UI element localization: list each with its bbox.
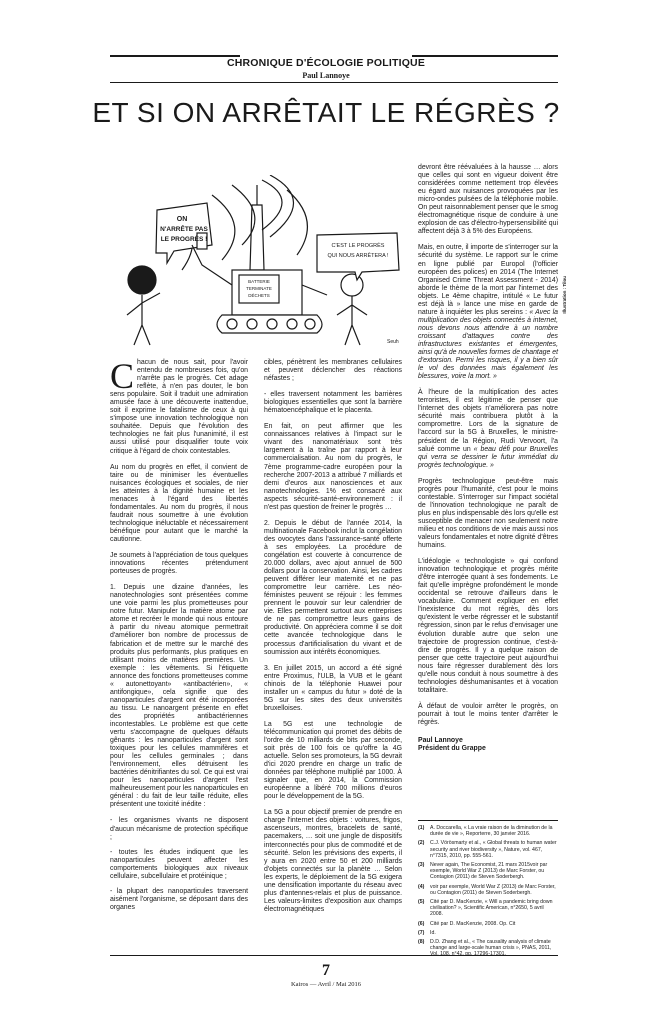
footnote	[418, 921, 558, 927]
paragraph: Je soumets à l'appréciation de tous quelques innovations récentes prétendument porteuses de progrès.	[110, 552, 248, 576]
paragraph: - elles traversent notamment les barrières biologiques essentielles que sont la barrière hématoencéphalique et le placenta.	[264, 391, 402, 415]
cartoon-illustration	[112, 175, 410, 350]
robot-tread	[217, 315, 322, 333]
paragraph: Mais, en outre, il importe de s'interroger sur la sécurité du système. Le rapport sur le crime en ligne publié par Europol (l'officier européen des polices) en 2014 (The Internet Organised Crime Threat Assessment - 2014) aborde le thème de la mort par l'internet des objets. Le 4ème chapitre, intitulé « Le futur est déjà là » lance une mise en garde de nature à inquiéter les plus sereins : « Avec la multiplication des objets connectés à internet, nous devons nous attendre à un nombre croissant d'attaques contre des infrastructures existantes et émergentes, ainsi qu'à de nouvelles formes de chantage et d'extorsion. Permi les risques, il y a bien sûr le vol des données mais également les blessures, voire la mort. »	[418, 244, 558, 381]
bullet-list	[110, 817, 248, 911]
svg-text:LE PROGRÈS !: LE PROGRÈS !	[160, 236, 208, 243]
left-figure-head	[128, 266, 156, 294]
paragraph: devront être réévaluées à la hausse … alors que celles qui sont en vigueur doivent être considérées comme nettement trop élevées eu égard aux nuisances provoquées par les micro-ondes pulsées de la téléphonie mobile. On peut raisonnablement penser que le smog électromagnétique risque de conduire à une explosion de cas d'électro-hypersensibilité qui affectent déjà 3 à 5% des Européens.	[418, 164, 558, 236]
footnote-number: (6)	[418, 920, 425, 927]
footnote-text: voir par exemple, World War Z (2013) de Marc Forster, ou Contagion (2011) de Steven Soderbergh.	[430, 883, 556, 896]
paragraph: La 5G a pour objectif premier de prendre en charge l'internet des objets : voitures, frigos, ascenseurs, montres, bracelets de santé, pacemakers, … soit une jungle de dispositifs interconnectés pour plus de commodité et de sécurité. Selon les prévisions des experts, il y aura en 2020 entre 50 et 200 milliards d'objets connectés sur la planète … Selon les experts, le déploiement de la 5G exigera une densification importante du réseau avec plus d'antennes-relais et plus de puissance. Les valeurs-limites d'exposition aux champs électromagnétiques	[264, 809, 402, 913]
footnote	[418, 862, 558, 881]
footnote-number: (5)	[418, 899, 425, 906]
header-author: Paul Lannoye	[302, 71, 350, 80]
paragraph: La 5G est une technologie de télécommunication qui promet des débits de l'ordre de 10 milliards de bits par seconde, soit près de 100 fois ce qu'offre la 4G actuelle. Selon ses promoteurs, la 5G devrait d'ici 2020 prendre en charge un trafic de données par téléphone multiplié par 1000. À signaler que, en 2014, la Commission européenne a libéré 700 millions d'euros pour le développement de la 5G.	[264, 720, 402, 801]
article-column-2	[264, 359, 402, 922]
svg-text:QUI NOUS ARRÊTERA !: QUI NOUS ARRÊTERA !	[327, 253, 389, 259]
quote: « beau défi pour Bruxelles qui verra se dessiner le futur immédiat du progrès technologique. »	[418, 445, 558, 469]
drop-cap: C	[110, 356, 135, 396]
footnote-number: (3)	[418, 862, 425, 869]
signature-name: Paul Lannoye	[418, 737, 463, 745]
svg-text:C'EST LE PROGRÈS: C'EST LE PROGRÈS	[331, 243, 385, 249]
paragraph: cibles, pénètrent les membranes cellulaires et peuvent déclencher des réactions néfastes ;	[264, 359, 402, 383]
page-number: 7	[322, 962, 330, 979]
right-figure-head	[341, 274, 363, 296]
paragraph: À l'heure de la multiplication des actes terroristes, il est légitime de penser que l'internet des objets n'améliorera pas notre sécurité mais contribuera plutôt à la compromettre. Lors de la signature de l'accord sur la 5G à Bruxelles, le ministre-président de la Région, Rudi Vervoort, l'a salué comme un « beau défi pour Bruxelles qui verra se dessiner le futur immédiat du progrès technologique. »	[418, 389, 558, 469]
list-item: - toutes les études indiquent que les nanoparticules peuvent affecter les comportements biologiques aux niveaux cellulaire, subcellulaire et protéinique ;	[110, 848, 248, 880]
footnote-text: A. Doccarella, « La vraie raison de la diminution de la durée de vie », Reporterre, 30 janvier 2016.	[430, 825, 553, 838]
article-title: ET SI ON ARRÊTAIT LE RÉGRÈS ?	[92, 97, 560, 128]
paragraph: L'idéologie « technologiste » qui confond innovation technologique et progrès mérite d'être interrogée quant à ses fondements. Le fait qu'elle imprègne profondément le monde occidental se retrouve d'ailleurs dans le vocabulaire. Comment expliquer en effet l'inexistence du mot régrès, dès lors qu'existent le verbe régresser et le substantif régression, sinon par le refus d'envisager une évolution durable autre que selon une trajectoire de progression continue, c'est-à-dire de progrès. Il y a quelque raison de penser que cette trajectoire peut aujourd'hui nous faire régresser durablement dès lors qu'elle nous conduit à nous soumettre à des technologies déshumanisantes et à vocation totalitaire.	[418, 558, 558, 694]
intro-paragraph: Chacun de nous sait, pour l'avoir entendu de nombreuses fois, qu'on n'arrête pas le progrès. Cet adage reflète, à n'en pas douter, le bon sens populaire. Soit il traduit une admiration amusée face à une découverte inattendue, soit il exprime le fatalisme de ceux à qui s'impose une innovation technologique non souhaitée. Depuis que l'évolution des technologies ne fait plus l'unanimité, il est aussi utilisé pour disqualifier toute voix critique à l'égard de choix contestables.	[110, 356, 248, 455]
paragraph: Progrès technologique peut-être mais progrès pour l'humanité, c'est pour le moins contestable. S'interroger sur l'impact sociétal de l'innovation technologique ne paraît de plus en plus indispensable dès lors qu'elle est susceptible de menacer non seulement notre milieu et nos conditions de vie mais aussi nos valeurs fondamentales et notre dignité d'êtres humains.	[418, 477, 558, 550]
svg-text:BATTERIE: BATTERIE	[248, 279, 270, 284]
signature-role: Président du Grappe	[418, 745, 486, 753]
notes-rule	[418, 820, 558, 821]
footnotes	[418, 825, 558, 961]
paragraph: 1. Depuis une dizaine d'années, les nanotechnologies sont présentées comme une voie parmi les plus prometteuses pour notre futur. Manipuler la matière atome par atome et recréer le monde qui nous entoure à partir du niveau atomique permettrait d'améliorer bon nombre de processus de fabrication et de mettre sur le marché des produits plus performants, plus pratiques en utilisant moins de matières premières. Un exemple : les vêtements. Si l'étiquette annonce des fonctions prometteuses comme « autonettoyant» «antibactérien», « antifongique», cela signifie que des nanoparticules d'argent ont été incorporées au tissu. Le nanoargent présente en effet des propriétés antibactériennes incontestables. Le problème est que cette vertu s'accompagne de quelques défauts gênants : les nanoparticules d'argent sont toxiques pour les cellules mammifères et pour les cellules germinales ; dans l'environnement, elles détruisent les bactéries dénitrifiantes du sol. Ce qui est vrai pour les nanoparticules d'argent l'est malheureusement pour les nanoparticules en général : du fait de leur taille réduite, elles présentent une toxicité inédite :	[110, 584, 248, 809]
footnote	[418, 825, 558, 837]
chronicle-title: CHRONIQUE D'ÉCOLOGIE POLITIQUE	[226, 57, 426, 69]
quote: « Avec la multiplication des objets connectés à internet, nous devons nous attendre à un nombre croissant d'attaques contre des infrastructures existantes et émergentes, ainsi qu'à de nouvelles formes de chantage et d'extorsion. Permi les risques, il y a bien sûr le vol des données mais également les blessures, voire la mort. »	[418, 308, 558, 381]
article-column-3	[418, 164, 558, 753]
footnote-text: Never again, The Economist, 21 mars 2015voir par exemple, World War Z (2013) de Marc Forster, ou Contagion (2011) de Steven Soderbergh.	[430, 862, 548, 881]
paragraph: Au nom du progrès en effet, il convient de taire ou de minimiser les éventuelles nuisances écologiques et sociales, de nier les atteintes à la dignité humaine et les menaces à l'égard des libertés fondamentales. Au nom du progrès, il nous faudrait nous soumettre à une évolution technologique inéluctable et nécessairement bénéfique pour autant que le marché la cautionne.	[110, 463, 248, 543]
footnote-number: (7)	[418, 929, 425, 936]
svg-text:Seuh: Seuh	[387, 339, 399, 345]
illustration-credit: Illustration : Tilou	[562, 276, 567, 314]
footnote-number: (8)	[418, 939, 425, 946]
paragraph: 2. Depuis le début de l'année 2014, la multinationale Facebook inclut la congélation des ovocytes dans l'assurance-santé offerte à ses employées. La procédure de congélation est couverte à concurrence de 20.000 dollars, avec ajout annuel de 500 dollars pour la conservation. Ainsi, les cadres peuvent différer leur maternité et ne pas compromettre leur carrière. Les néo-féministes peuvent se réjouir : les femmes prennent le pouvoir sur leur calendrier de vie. Elles permettent surtout aux entreprises de ne pas compromettre leurs gains de productivité. On appréciera comme il se doit cette avancée technologique dans le processus d'artificialisation du vivant et de soumission aux intérêts économiques.	[264, 519, 402, 656]
list-item: - la plupart des nanoparticules traversent aisément l'organisme, se déposant dans des organes	[110, 887, 248, 911]
footnote-number: (2)	[418, 840, 425, 847]
article-column-1	[110, 356, 248, 920]
paragraph: En fait, on peut affirmer que les connaissances relatives à l'impact sur le vivant des nanomatériaux sont très largement à la traîne par rapport à leur commercialisation. Au nom du progrès, le 7ème programme-cadre européen pour la recherche 2007-2013 a attribué 7 milliards et demi d'euros aux nanosciences et aux nanotechnologies. 1% est consacré aux aspects sécurité-santé-environnement : il n'est pas question de freiner le progrès …	[264, 423, 402, 511]
footnote-number: (1)	[418, 825, 425, 831]
header-bottom-rule	[110, 82, 558, 83]
svg-text:N'ARRÊTE PAS: N'ARRÊTE PAS	[160, 226, 208, 233]
footnote	[418, 930, 558, 936]
footnote-number: (4)	[418, 883, 425, 890]
footnote-text: D.D. Zhang et al., « The causality analysis of climate change and large-scale human crisis », PNAS, 2011,	[430, 939, 552, 952]
paragraph: 3. En juillet 2015, un accord a été signé entre Proximus, l'ULB, la VUB et le géant chinois de la téléphonie Huawei pour installer un « campus du futur » doté de la 5G sur les sites des deux universités bruxelloises.	[264, 664, 402, 712]
footnote	[418, 899, 558, 918]
list-item: - les organismes vivants ne disposent d'aucun mécanisme de protection spécifique ;	[110, 817, 248, 841]
footer-rule	[110, 955, 558, 956]
footnote-text: Cité par D. MacKenzie, 2008. Op. Cit	[430, 920, 516, 927]
footnote	[418, 840, 558, 859]
svg-text:TERMINATE: TERMINATE	[246, 286, 272, 291]
footnote	[418, 884, 558, 896]
svg-text:DÉCHETS: DÉCHETS	[248, 293, 270, 298]
footnote-text: C.J. Vörösmarty et al., « Global threats to human water security and river biodiversity », Nature, vol. 467, n°7315, 2010, pp. 555-561.	[430, 840, 557, 859]
footnote-text: Id.	[430, 929, 436, 936]
paragraph: À défaut de vouloir arrêter le progrès, on pourrait à tout le moins tenter d'arrêter le régrès.	[418, 702, 558, 726]
svg-text:ON: ON	[176, 216, 188, 223]
publication-info: Kairos — Avril / Mai 2016	[290, 981, 362, 988]
antenna-tower-icon	[250, 205, 264, 270]
footnote-text: Cité par D. MacKenzie, « Will a pandemic bring down civilisation? », Scientific American, n°2650, 5 avril 2008.	[430, 899, 553, 918]
